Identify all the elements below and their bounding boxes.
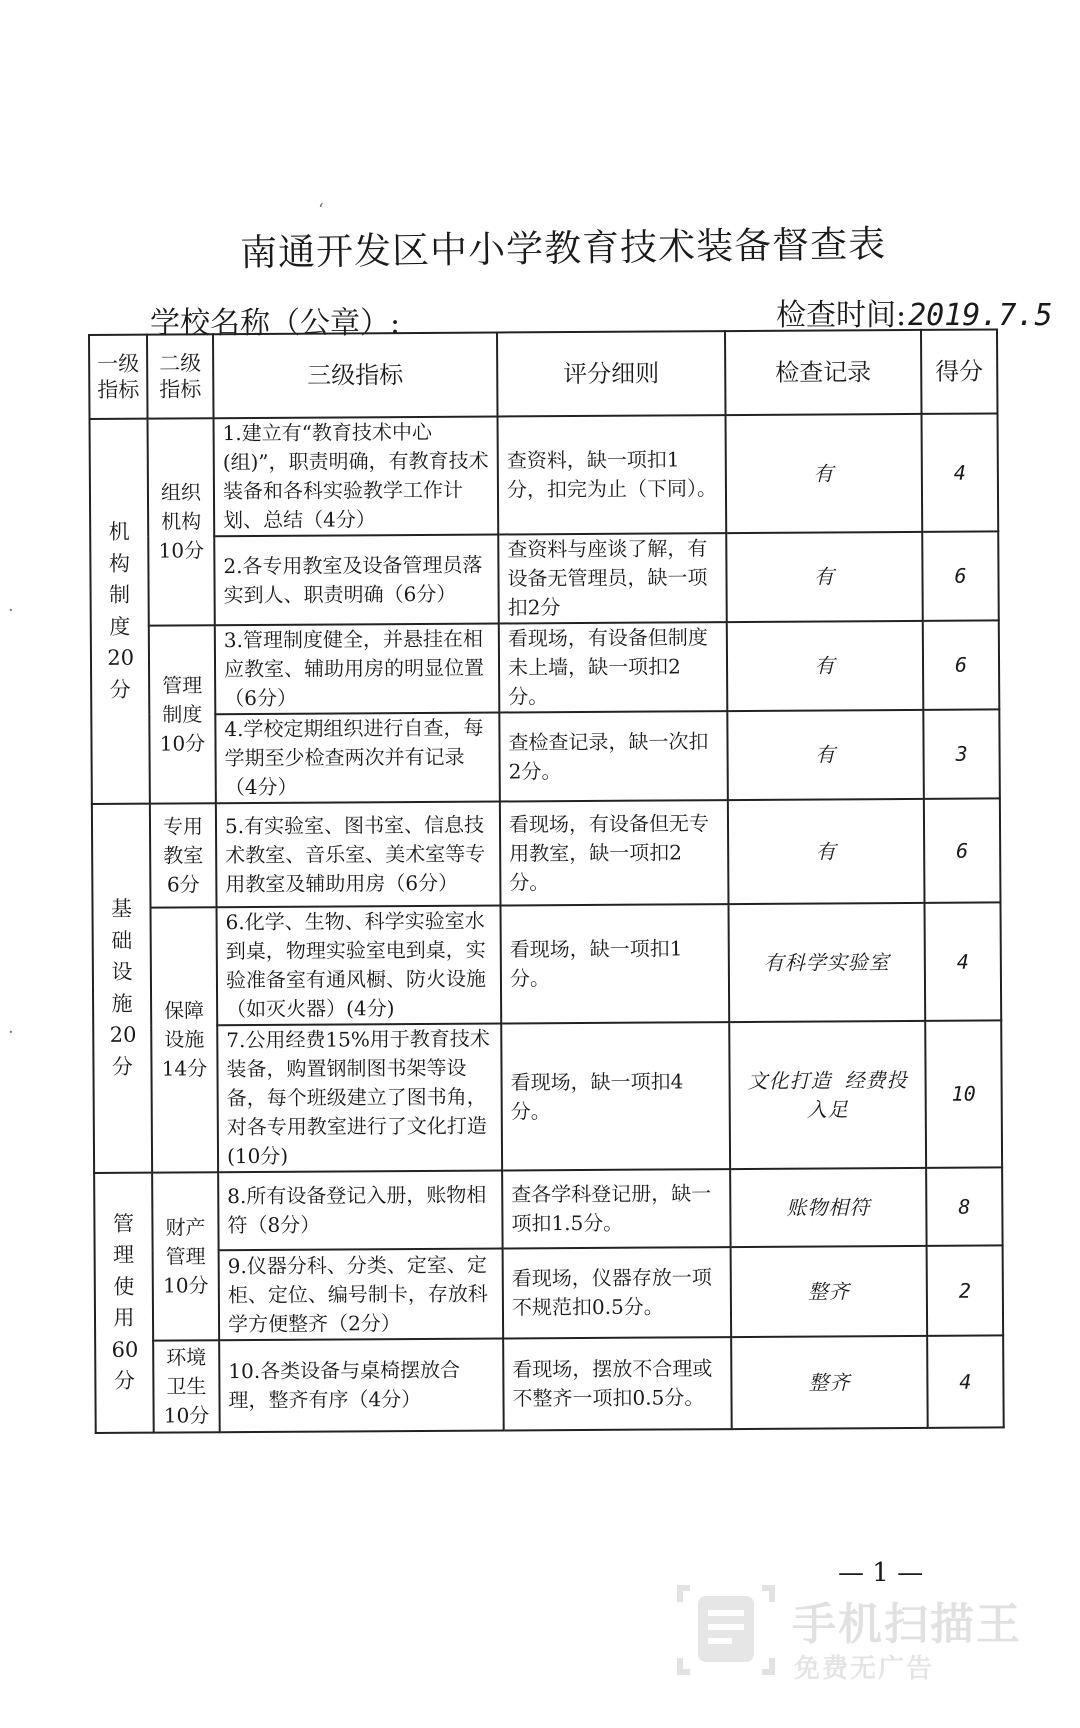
score-cell: 4 bbox=[924, 902, 1001, 1020]
inspection-record-cell: 整齐 bbox=[731, 1336, 928, 1429]
score-cell: 6 bbox=[923, 620, 1000, 709]
scoring-rule-cell: 看现场，仪器存放一项不规范扣0.5分。 bbox=[503, 1247, 732, 1338]
second-level-cell: 环境卫生10分 bbox=[153, 1340, 220, 1432]
score-cell: 6 bbox=[924, 798, 1001, 902]
inspection-record-cell: 整齐 bbox=[731, 1246, 928, 1337]
third-level-cell: 10.各类设备与桌椅摆放合理，整齐有序（4分） bbox=[219, 1338, 504, 1432]
first-level-cell: 管理使用60分 bbox=[94, 1173, 154, 1433]
third-level-cell: 7.公用经费15%用于教育技术装备，购置钢制图书架等设备，每个班级建立了图书角，对各专用教室进行了文化打造(10分) bbox=[217, 1023, 502, 1172]
scanner-app-icon bbox=[676, 1582, 776, 1678]
third-level-cell: 2.各专用教室及设备管理员落实到人、职责明确（6分） bbox=[214, 534, 499, 625]
second-level-cell: 组织机构10分 bbox=[148, 418, 215, 625]
table-row bbox=[90, 531, 999, 626]
header-score: 得分 bbox=[921, 329, 998, 413]
table-row bbox=[90, 413, 999, 537]
score-cell: 4 bbox=[927, 1335, 1004, 1427]
inspection-record-cell: 文化打造 经费投入足 bbox=[729, 1021, 926, 1169]
table-row bbox=[95, 1245, 1004, 1341]
third-level-cell: 9.仪器分科、分类、定室、定柜、定位、编号制卡，存放科学方便整齐（2分） bbox=[219, 1248, 504, 1340]
inspection-record-cell: 有 bbox=[727, 710, 924, 800]
third-level-cell: 8.所有设备登记入册，账物相符（8分） bbox=[218, 1170, 502, 1250]
inspection-date bbox=[776, 290, 1053, 334]
scoring-rule-cell: 查资料与座谈了解，有设备无管理员，缺一项扣2分 bbox=[498, 533, 727, 623]
scan-speck: · bbox=[8, 1022, 14, 1043]
header-inspection-record: 检查记录 bbox=[725, 330, 922, 415]
scoring-rule-cell: 查检查记录，缺一次扣2分。 bbox=[499, 711, 728, 801]
header-third-level: 三级指标 bbox=[213, 333, 498, 419]
score-cell: 10 bbox=[925, 1020, 1002, 1167]
scoring-rule-cell: 查资料，缺一项扣1分，扣完为止（下同）。 bbox=[498, 415, 727, 534]
table-row bbox=[92, 798, 1001, 908]
header-first-level: 一级指标 bbox=[89, 335, 148, 419]
table-row bbox=[91, 709, 1000, 804]
score-cell: 8 bbox=[926, 1167, 1002, 1245]
header-row bbox=[89, 329, 997, 419]
inspection-record-cell: 有 bbox=[728, 799, 925, 904]
scoring-rule-cell: 看现场，摆放不合理或不整齐一项扣0.5分。 bbox=[503, 1337, 732, 1430]
scoring-rule-cell: 看现场，有设备但制度未上墙，缺一项扣2分。 bbox=[499, 622, 728, 712]
scoring-rule-cell: 看现场，有设备但无专用教室，缺一项扣2分。 bbox=[500, 800, 729, 905]
third-level-cell: 4.学校定期组织进行自查，每学期至少检查两次并有记录（4分） bbox=[215, 712, 500, 803]
inspection-record-cell: 账物相符 bbox=[730, 1168, 926, 1247]
watermark-app-name: 手机扫描王 bbox=[792, 1599, 1022, 1650]
score-cell: 2 bbox=[927, 1245, 1004, 1335]
first-level-cell: 机构制度20分 bbox=[90, 419, 150, 804]
scoring-rule-cell: 看现场，缺一项扣1分。 bbox=[500, 904, 729, 1023]
third-level-cell: 3.管理制度健全，并悬挂在相应教室、辅助用房的明显位置（6分） bbox=[215, 623, 500, 714]
scan-speck: · bbox=[8, 600, 14, 621]
inspection-record-cell: 有 bbox=[726, 532, 923, 622]
table-row bbox=[93, 902, 1002, 1026]
scanner-watermark bbox=[676, 1578, 1056, 1684]
school-name-label: 学校名称（公章）: bbox=[150, 306, 401, 341]
scan-speck: ‘ bbox=[318, 200, 324, 221]
header-second-level: 二级指标 bbox=[147, 334, 214, 418]
inspection-record-cell: 有科学实验室 bbox=[728, 903, 925, 1022]
table-row bbox=[95, 1335, 1004, 1433]
second-level-cell: 保障设施14分 bbox=[151, 907, 219, 1172]
third-level-cell: 6.化学、生物、科学实验室水到桌，物理实验室电到桌，实验准备室有通风橱、防火设施（如灭火器）(4分) bbox=[217, 905, 502, 1025]
table-row bbox=[91, 620, 1000, 715]
inspection-record-cell: 有 bbox=[726, 414, 923, 533]
inspection-date-handwritten: 2019.7.5 bbox=[908, 298, 1053, 333]
document-title: 南通开发区中小学教育技术装备督查表 bbox=[239, 222, 887, 275]
inspection-record-cell: 有 bbox=[727, 621, 924, 711]
score-cell: 3 bbox=[923, 709, 1000, 798]
second-level-cell: 财产管理10分 bbox=[152, 1172, 219, 1340]
score-cell: 6 bbox=[922, 531, 999, 620]
scoring-rule-cell: 看现场，缺一项扣4分。 bbox=[501, 1022, 730, 1170]
watermark-tagline: 免费无广告 bbox=[794, 1654, 935, 1684]
third-level-cell: 1.建立有“教育技术中心(组)”，职责明确，有教育技术装备和各科实验教学工作计划、总结（4分） bbox=[214, 417, 499, 537]
score-cell: 4 bbox=[922, 413, 999, 531]
second-level-cell: 管理制度10分 bbox=[149, 625, 216, 803]
first-level-cell: 基础设施20分 bbox=[92, 804, 152, 1173]
third-level-cell: 5.有实验室、图书室、信息技术教室、音乐室、美术室等专用教室及辅助用房（6分） bbox=[216, 801, 501, 907]
page-number: — 1 — bbox=[838, 1558, 924, 1588]
inspection-table bbox=[88, 328, 1005, 1434]
header-scoring-rules: 评分细则 bbox=[497, 331, 726, 416]
second-level-cell: 专用教室6分 bbox=[150, 803, 217, 907]
table-row bbox=[93, 1020, 1002, 1173]
table-row bbox=[94, 1167, 1002, 1251]
scoring-rule-cell: 查各学科登记册，缺一项扣1.5分。 bbox=[502, 1169, 730, 1248]
inspection-date-label: 检查时间: bbox=[776, 298, 907, 333]
